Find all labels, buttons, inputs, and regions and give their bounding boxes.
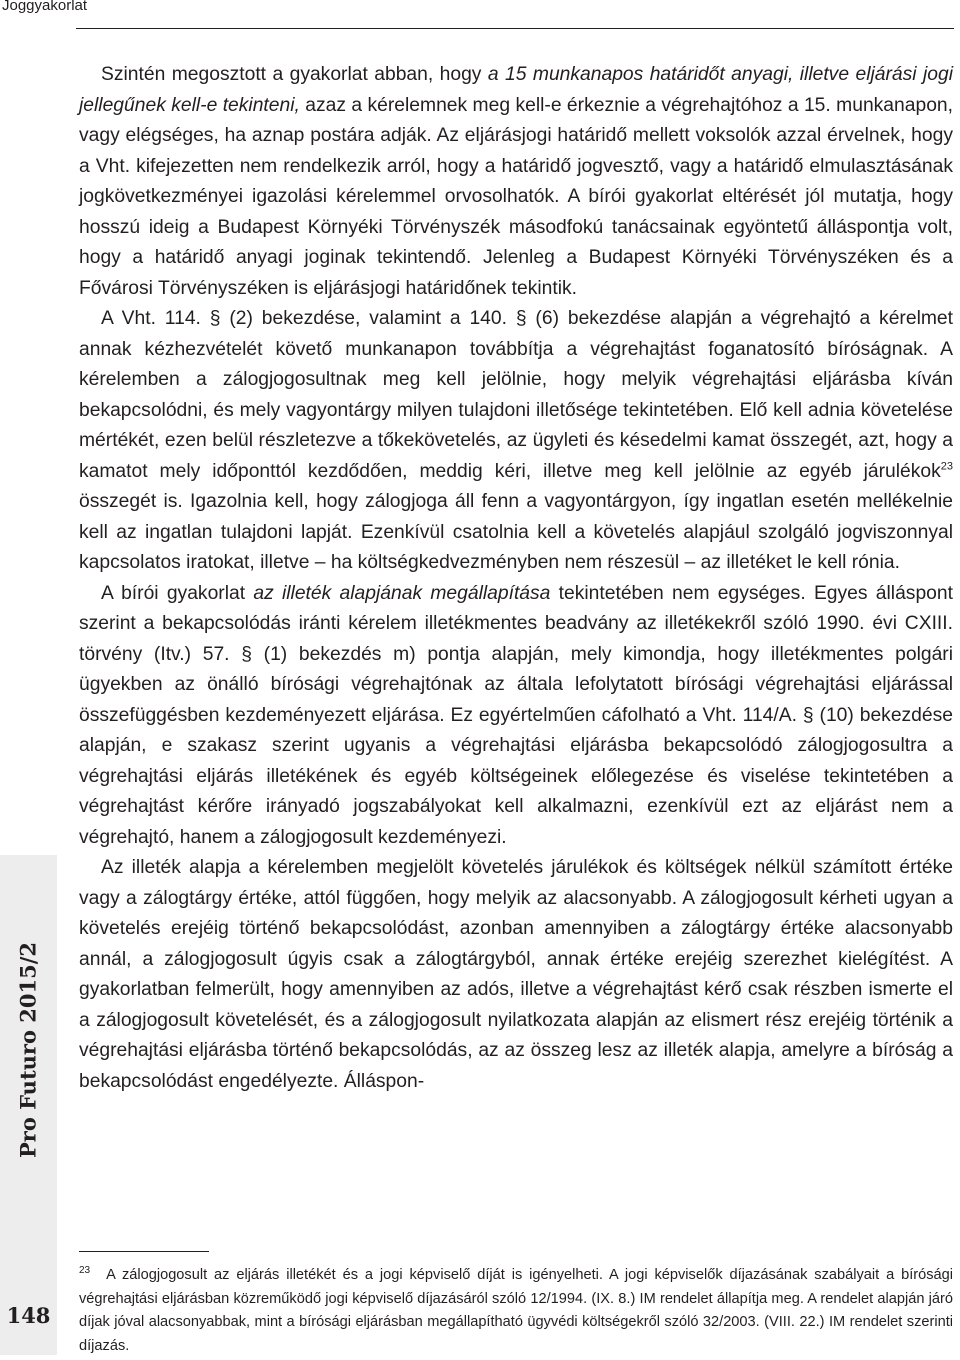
paragraph-1-text-a: Szintén megosztott a gyakorlat abban, hogy [101,64,488,85]
paragraph-3-text-b: tekintetében nem egységes. Egyes álláspont szerint a bekapcsolódás iránti kérelem illetékmentes beadvány az illetékekről szóló 1990. évi CXIII. törvény (Itv.) 57. § (1) bekezdés m) pontja alapján, mely kimondja, hogy illetékmentes polgári ügyekben az önálló bírósági végrehajtónak az általa lefolytatott bírósági végrehajtási eljárással összefüggésben kezdeményezett eljárása. Ez egyértelműen cáfolható a Vht. 114/A. § (10) bekezdése alapján, e szakasz szerint ugyanis a végrehajtási eljárásba bekapcsolódó zálogjogosultra a végrehajtási eljárás illetékének és egyéb költségeinek előlegezése és viselése tekintetében a végrehajtást kérőre irányadó jogszabályokat kell alkalmazni, ezenkívül ezt az eljárást nem a végrehajtó, hanem a zálogjogosult kezdeményezi. [79,582,953,848]
footnote-number: 23 [79,1265,91,1277]
paragraph-2 [79,304,953,579]
paragraph-2-text-a: A Vht. 114. § (2) bekezdése, valamint a 140. § (6) bekezdése alapján a végrehajtó a kérelmet annak kézhezvételét követő munkanapon továbbítja a végrehajtást foganatosító bíróságnak. A kérelemben a zálogjogosultnak meg kell jelölnie, hogy melyik végrehajtási eljárásba kíván bekapcsolódni, és mely vagyontárgy milyen tulajdoni illetősége tekintetében. Elő kell adnia követelése mértékét, ezen belül részletezve a tőkekövetelés, az ügyleti és késedelmi kamat összegét, azt, hogy a kamatot mely időponttól kezdődően, meddig kéri, illetve meg kell jelölnie az egyéb járulékok [79,308,953,482]
article-body [79,60,953,1097]
paragraph-4-text: Az illeték alapja a kérelemben megjelölt követelés járulékok és költségek nélkül számított értéke vagy a zálogtárgy értéke, attól függően, hogy melyik az alacsonyabb. A zálogjogosult kérheti ugyan a követelés erejéig történő bekapcsolódást, azonban amennyiben a zálogtárgy értéke alacsonyabb annál, a zálogjogosult úgyis csak a zálogtárgyból, annak értéke erejéig szerezhet kielégítést. A gyakorlatban felmerült, hogy amennyiben az adós, illetve a végrehajtást kérő csak részben ismerte el a zálogjogosult követelését, és a zálogjogosult nyilatkozata alapján az elismert rész erejéig történik a végrehajtási eljárásba történő bekapcsolódás, az az összeg lesz az illeték alapja, amelyre a bíróság a bekapcsolódást engedélyezte. Álláspon- [79,857,953,1092]
footnote-reference[interactable]: 23 [940,460,953,473]
paragraph-3-italic: az illeték alapjának megállapítása [253,582,551,604]
journal-name: Pro Futuro 2015/2 [15,941,41,1159]
footnote-text: A zálogjogosult az eljárás illetékét és a jogi képviselő díját is igényelheti. A jogi képviselők díjazásának szabályait a bírósági végrehajtási eljárásban közreműködő jogi képviselő díjazásáról szóló 12/1994. (IX. 8.) IM rendelet állapítja meg. A rendelet alapján járó díjak jóval alacsonyabbak, mint a bírósági eljárásban megállapítható ügyvédi költségekről szóló 32/2003. (VIII. 22.) IM rendelet szerinti díjazás. [79,1267,953,1354]
header-divider [76,28,954,29]
paragraph-1-italic: a 15 munkanapos határidőt anyagi, illetve eljárási jogi jellegűnek kell-e tekinteni, [79,64,953,116]
footnote [79,1264,953,1358]
page-number: 148 [6,1303,51,1328]
paragraph-4 [79,853,953,1097]
footnote-divider [79,1251,209,1252]
running-header-title: Joggyakorlat [2,0,88,14]
paragraph-3 [79,579,953,854]
paragraph-2-text-b: összegét is. Igazolnia kell, hogy zálogjoga áll fenn a vagyontárgyon, így ingatlan esetén mellékelnie kell az ingatlan tulajdoni lapját. Ezenkívül csatolnia kell a követelés alapjául szolgáló jogviszonnyal kapcsolatos iratokat, illetve – ha költségkedvezményben nem részesül – az illetéket le kell rónia. [79,491,953,573]
paragraph-1-text-b: azaz a kérelemnek meg kell-e érkeznie a végrehajtóhoz a 15. munkanapon, vagy elégséges, ha aznap postára adják. Az eljárásjogi határidő mellett voksolók azzal érvelnek, hogy a Vht. kifejezetten nem rendelkezik arról, hogy a határidő jogvesztő, vagy a határidő elmulasztásának jogkövetkezményei igazolási kérelemmel orvosolhatók. A bírói gyakorlat eltérését jól mutatja, hogy hosszú ideig a Budapest Környéki Törvényszék másodfokú tanácsainak egyöntetű álláspontja volt, hogy a határidő anyagi joginak tekintendő. Jelenleg a Budapest Környéki Törvényszéken és a Fővárosi Törvényszéken is eljárásjogi határidőnek tekintik. [79,94,954,299]
paragraph-3-text-a: A bírói gyakorlat [101,582,254,604]
paragraph-1 [79,60,953,304]
